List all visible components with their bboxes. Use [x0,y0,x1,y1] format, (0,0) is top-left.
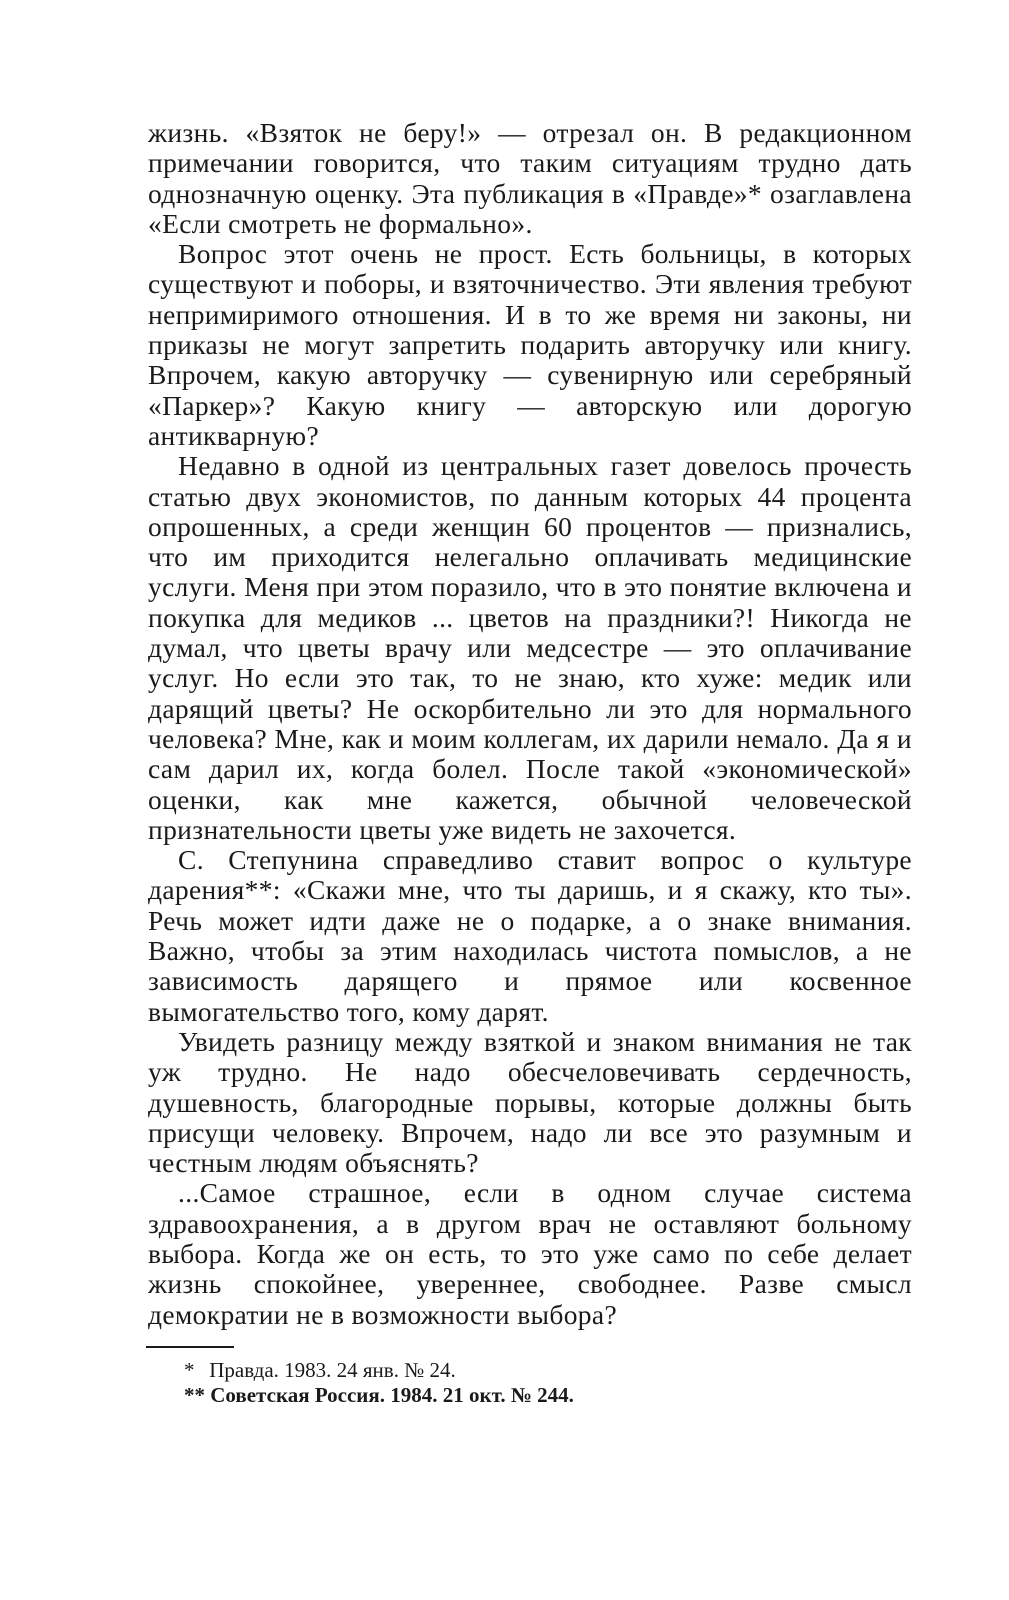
footnote-2 [184,1383,912,1408]
page-body [148,118,912,1408]
paragraph-5: Увидеть разницу между взяткой и знаком внимания не так уж трудно. Не надо обесчеловечивать сердечность, душевность, благородные порывы, которые должны быть присущи человеку. Впрочем, надо ли все это разумным и честным людям объяснять? [148,1025,912,1179]
footnote-2-text: Советская Россия. 1984. 21 окт. № 244. [210,1382,574,1407]
paragraph-1: жизнь. «Взяток не беру!» — отрезал он. В редакционном примечании говорится, что таким ситуациям трудно дать однозначную оценку. Эта публикация в «Правде»* озаглавлена «Если смотреть не формально». [148,117,912,239]
footnote-1 [184,1358,912,1383]
footnote-2-mark: ** [184,1382,205,1407]
paragraph-3: Недавно в одной из центральных газет довелось прочесть статью двух экономистов, по данным которых 44 процента опрошенных, а среди женщин 60 процентов — признались, что им приходится нелегально оплачивать медицинские услуги. Меня при этом поразило, что в это понятие включена и покупка для медиков ... цветов на праздники?! Никогда не думал, что цветы врачу или медсестре — это оплачивание услуг. Но если это так, то не знаю, кто хуже: медик или дарящий цветы? Не оскорбительно ли это для нормального человека? Мне, как и моим коллегам, их дарили немало. Да я и сам дарил их, когда болел. После такой «экономической» оценки, как мне кажется, обычной человеческой признательности цветы уже видеть не захочется. [148,450,912,845]
paragraph-2: Вопрос этот очень не прост. Есть больницы, в которых существуют и поборы, и взяточничество. Эти явления требуют непримиримого отношения. И в то же время ни законы, ни приказы не могут запретить подарить авторучку или книгу. Впрочем, какую авторучку — сувенирную или серебряный «Паркер»? Какую книгу — авторскую или дорогую антикварную? [148,238,912,451]
footnote-1-text: Правда. 1983. 24 янв. № 24. [209,1357,456,1382]
footnote-1-mark: * [184,1357,195,1382]
paragraph-6: ...Самое страшное, если в одном случае система здравоохранения, а в другом врач не оставляют больному выбора. Когда же он есть, то это уже само по себе делает жизнь спокойнее, увереннее, свободнее. Разве смысл демократии не в возможности выбора? [148,1177,912,1330]
footnotes [184,1358,912,1408]
paragraph-4: С. Степунина справедливо ставит вопрос о культуре дарения**: «Скажи мне, что ты даришь, и я скажу, кто ты». Речь может идти даже не о подарке, а о знаке внимания. Важно, чтобы за этим находилась чистота помыслов, а не зависимость дарящего и прямое или косвенное вымогательство того, кому дарят. [148,844,912,1027]
footnote-divider [146,1346,234,1348]
